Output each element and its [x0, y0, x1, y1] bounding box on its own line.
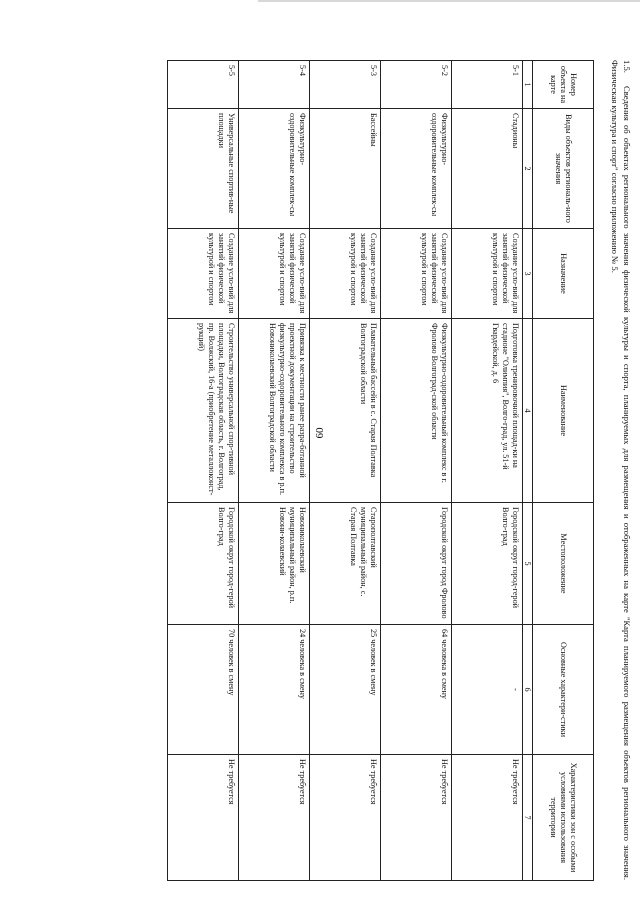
header-object-type: Виды объектов региональ-ного значения — [533, 109, 594, 229]
column-number: 1 — [523, 61, 533, 109]
cell-object-type: Физкультурно-оздоровительные комплек-сы — [239, 109, 310, 229]
page-number: 60 — [314, 427, 326, 439]
cell-characteristics: 64 человека в смену — [381, 625, 452, 755]
cell-location: Городской округ город-герой Волго-град — [452, 503, 523, 625]
cell-name: Строительство универсальной спор-тивной площадки, Волгоградская область, г. Волгоград, пр. Волжский, 16-а (приобретение металлоконст-рукций) — [168, 319, 239, 503]
table-row — [310, 61, 381, 881]
column-number: 2 — [523, 109, 533, 229]
table-row — [381, 61, 452, 881]
objects-table — [167, 60, 594, 881]
header-characteristics: Основные характери-стики — [533, 625, 594, 755]
column-number: 7 — [523, 755, 533, 881]
cell-zones: Не требуется — [381, 755, 452, 881]
section-number: 1.5. — [622, 60, 632, 73]
cell-object-number: 5-5 — [168, 61, 239, 109]
cell-name: Подготовка тренировочной площад-ки на стадионе "Олимпия", Волго-град, ул. 51-й Гвардейской, д. 6 — [452, 319, 523, 503]
cell-object-number: 5-4 — [239, 61, 310, 109]
cell-name: Физкультурно-оздоровительный комплекс в г. Фролово Волгоград-ской области — [381, 319, 452, 503]
cell-purpose: Создание усло-вий для занятий физической культурой и спортом — [239, 229, 310, 319]
column-number-row — [523, 61, 533, 881]
cell-name: Плавательный бассейн в с. Старая Полтавка Волгоградской области — [310, 319, 381, 503]
cell-purpose: Создание усло-вий для занятий физической культурой и спортом — [168, 229, 239, 319]
cell-zones: Не требуется — [168, 755, 239, 881]
cell-object-number: 5-1 — [452, 61, 523, 109]
cell-name: Привязка к местности ранее разра-ботанной проектной документации на строительство физкультурно-оздоровительного комплекса в р.п. Новониколаевский Волгоградской области — [239, 319, 310, 503]
cell-purpose: Создание усло-вий для занятий физической культурой и спортом — [381, 229, 452, 319]
cell-location: Старополтавский муниципальный район, с. Старая Полтавка — [310, 503, 381, 625]
section-heading — [609, 60, 632, 880]
cell-object-type: Бассейны — [310, 109, 381, 229]
cell-characteristics: - — [452, 625, 523, 755]
header-name: Наименование — [533, 319, 594, 503]
cell-zones: Не требуется — [239, 755, 310, 881]
cell-object-type: Физкультурно-оздоровительные комплек-сы — [381, 109, 452, 229]
cell-object-type: Стадионы — [452, 109, 523, 229]
cell-object-number: 5-3 — [310, 61, 381, 109]
scan-edge-line — [258, 0, 640, 2]
cell-location: Городской округ город Фролово — [381, 503, 452, 625]
table-header-row — [533, 61, 594, 881]
cell-characteristics: 24 человека в смену — [239, 625, 310, 755]
header-object-number: Номер объекта на карте — [533, 61, 594, 109]
column-number: 6 — [523, 625, 533, 755]
cell-zones: Не требуется — [310, 755, 381, 881]
rotated-page-content — [52, 60, 632, 880]
cell-zones: Не требуется — [452, 755, 523, 881]
cell-location: Новониколаевский муниципальный район, р.п. Новони-колаевский — [239, 503, 310, 625]
column-number: 3 — [523, 229, 533, 319]
table-row — [452, 61, 523, 881]
table-row — [168, 61, 239, 881]
column-number: 4 — [523, 319, 533, 503]
cell-purpose: Создание усло-вий для занятий физической культурой и спортом — [310, 229, 381, 319]
cell-object-number: 5-2 — [381, 61, 452, 109]
table-row — [239, 61, 310, 881]
cell-purpose: Создание усло-вий для занятий физической культурой и спортом — [452, 229, 523, 319]
header-zones: Характеристики зон с особыми условиями использования территории — [533, 755, 594, 881]
cell-location: Городской округ город-герой Волго-град — [168, 503, 239, 625]
cell-characteristics: 70 человек в смену — [168, 625, 239, 755]
cell-object-type: Универсальные спортив-ные площадки — [168, 109, 239, 229]
column-number: 5 — [523, 503, 533, 625]
section-heading-text: Сведения об объектах регионального значения физической культуры и спорта, планируемых для размещения и отображенных на карте "Карта планируемого размещения объектов регионального значения. Физическая культура и спорт" согласно приложению № 5. — [610, 60, 632, 880]
header-purpose: Назначение — [533, 229, 594, 319]
cell-characteristics: 25 человек в смену — [310, 625, 381, 755]
header-location: Местоположение — [533, 503, 594, 625]
